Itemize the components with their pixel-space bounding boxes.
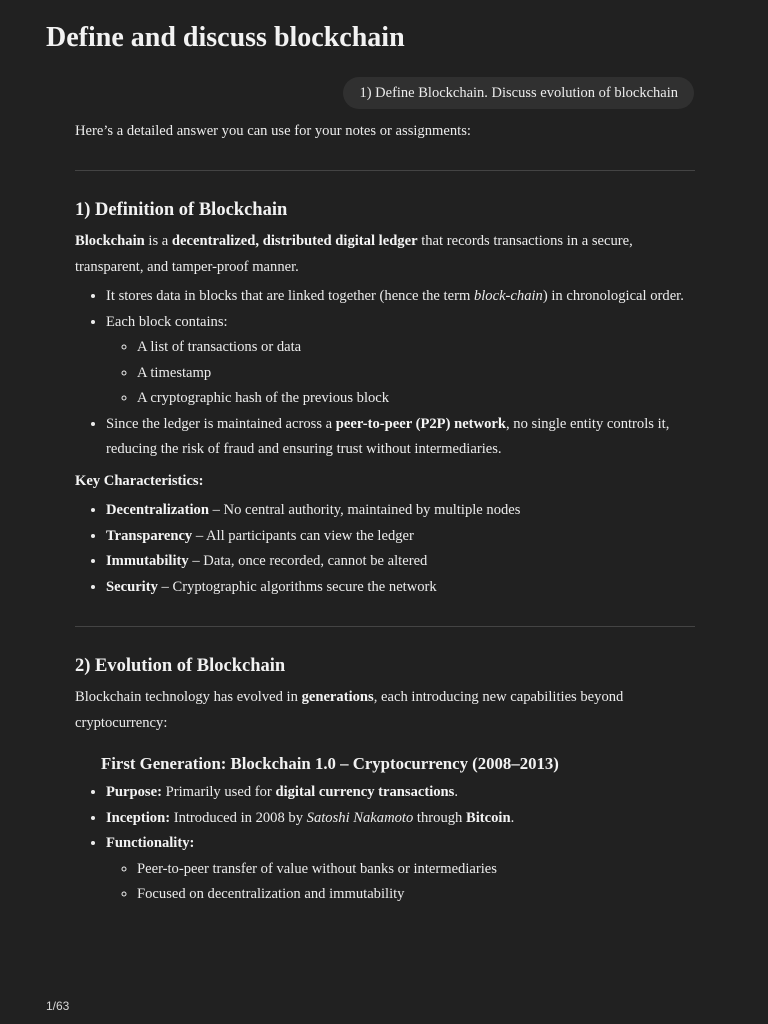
text: Blockchain technology has evolved in bbox=[75, 689, 302, 705]
list-item: ◦ A cryptographic hash of the previous block bbox=[137, 386, 695, 412]
bold-text: Bitcoin bbox=[465, 809, 511, 826]
text: Each block contains: bbox=[106, 313, 228, 330]
text: Introduced in 2008 by bbox=[170, 809, 307, 826]
section-heading-definition: 1) Definition of Blockchain bbox=[75, 200, 288, 220]
bold-text: Decentralization bbox=[106, 502, 209, 518]
section-heading-evolution: 2) Evolution of Blockchain bbox=[75, 656, 286, 676]
text: . bbox=[510, 809, 515, 826]
list-item bbox=[106, 575, 695, 601]
text: – No central authority, maintained by multiple nodes bbox=[208, 502, 521, 518]
bold-text: peer-to-peer (P2P) network bbox=[335, 415, 506, 432]
text: – Cryptographic algorithms secure the network bbox=[157, 578, 437, 595]
list-item bbox=[106, 780, 695, 806]
definition-paragraph bbox=[75, 229, 695, 280]
list-item bbox=[106, 806, 695, 832]
intro-text: Here’s a detailed answer you can use for your notes or assignments: bbox=[75, 123, 471, 139]
bold-text: Functionality: bbox=[106, 835, 195, 851]
list-item: ◦ A list of transactions or data bbox=[137, 335, 695, 361]
definition-bullets bbox=[75, 284, 695, 463]
page-title: Define and discuss blockchain bbox=[46, 22, 405, 53]
bold-text: generations bbox=[301, 689, 374, 705]
bold-text: digital currency transactions bbox=[275, 784, 455, 800]
text: , each introducing new capabilities beyond cryptocurrency: bbox=[75, 689, 624, 731]
text: , no single entity controls it, reducing the risk of fraud and ensuring trust without intermediaries. bbox=[106, 415, 670, 457]
text: It stores data in blocks that are linked together (hence the term bbox=[106, 288, 474, 304]
bold-text: Transparency bbox=[106, 527, 193, 544]
bold-text: Key Characteristics: bbox=[75, 472, 204, 489]
text: ) in chronological order. bbox=[542, 288, 684, 304]
block-contents-list bbox=[106, 335, 695, 412]
bold-text: Inception: bbox=[106, 809, 171, 826]
italic-text: Satoshi Nakamoto bbox=[306, 809, 414, 826]
text: is a bbox=[144, 233, 172, 249]
text: – Data, once recorded, cannot be altered bbox=[188, 553, 428, 569]
key-characteristics-heading bbox=[75, 469, 695, 495]
evolution-paragraph bbox=[75, 685, 695, 736]
list-item bbox=[106, 498, 695, 524]
list-item bbox=[106, 310, 695, 412]
text: through bbox=[413, 809, 466, 826]
text: Primarily used for bbox=[161, 784, 276, 800]
list-item: ◦ A timestamp bbox=[137, 361, 695, 387]
list-item: ◦ Peer-to-peer transfer of value without banks or intermediaries bbox=[137, 857, 695, 883]
italic-text: block-chain bbox=[473, 288, 543, 304]
list-item bbox=[106, 284, 695, 310]
first-generation-heading: First Generation: Blockchain 1.0 – Cryptocurrency (2008–2013) bbox=[101, 754, 559, 773]
functionality-list bbox=[106, 857, 695, 908]
text: Since the ledger is maintained across a bbox=[106, 415, 336, 432]
list-item bbox=[106, 549, 695, 575]
assistant-response bbox=[75, 118, 695, 908]
bold-text: decentralized, distributed digital ledger bbox=[171, 233, 418, 249]
divider bbox=[75, 170, 695, 171]
bold-text: Security bbox=[106, 578, 158, 595]
first-generation-list bbox=[75, 780, 695, 908]
list-item bbox=[106, 831, 695, 908]
list-item bbox=[106, 524, 695, 550]
bold-text: Blockchain bbox=[75, 233, 145, 249]
bold-text: Purpose: bbox=[106, 784, 162, 800]
list-item bbox=[106, 412, 695, 463]
list-item: ◦ Focused on decentralization and immutability bbox=[137, 882, 695, 908]
bold-text: Immutability bbox=[106, 553, 189, 569]
text: that records transactions in a secure, transparent, and tamper-proof manner. bbox=[75, 233, 633, 275]
characteristics-list bbox=[75, 498, 695, 600]
divider bbox=[75, 626, 695, 627]
user-message-bubble: 1) Define Blockchain. Discuss evolution of blockchain bbox=[343, 77, 694, 109]
text: – All participants can view the ledger bbox=[192, 527, 414, 544]
page-indicator: 1/63 bbox=[46, 999, 70, 1013]
text: . bbox=[454, 784, 459, 800]
